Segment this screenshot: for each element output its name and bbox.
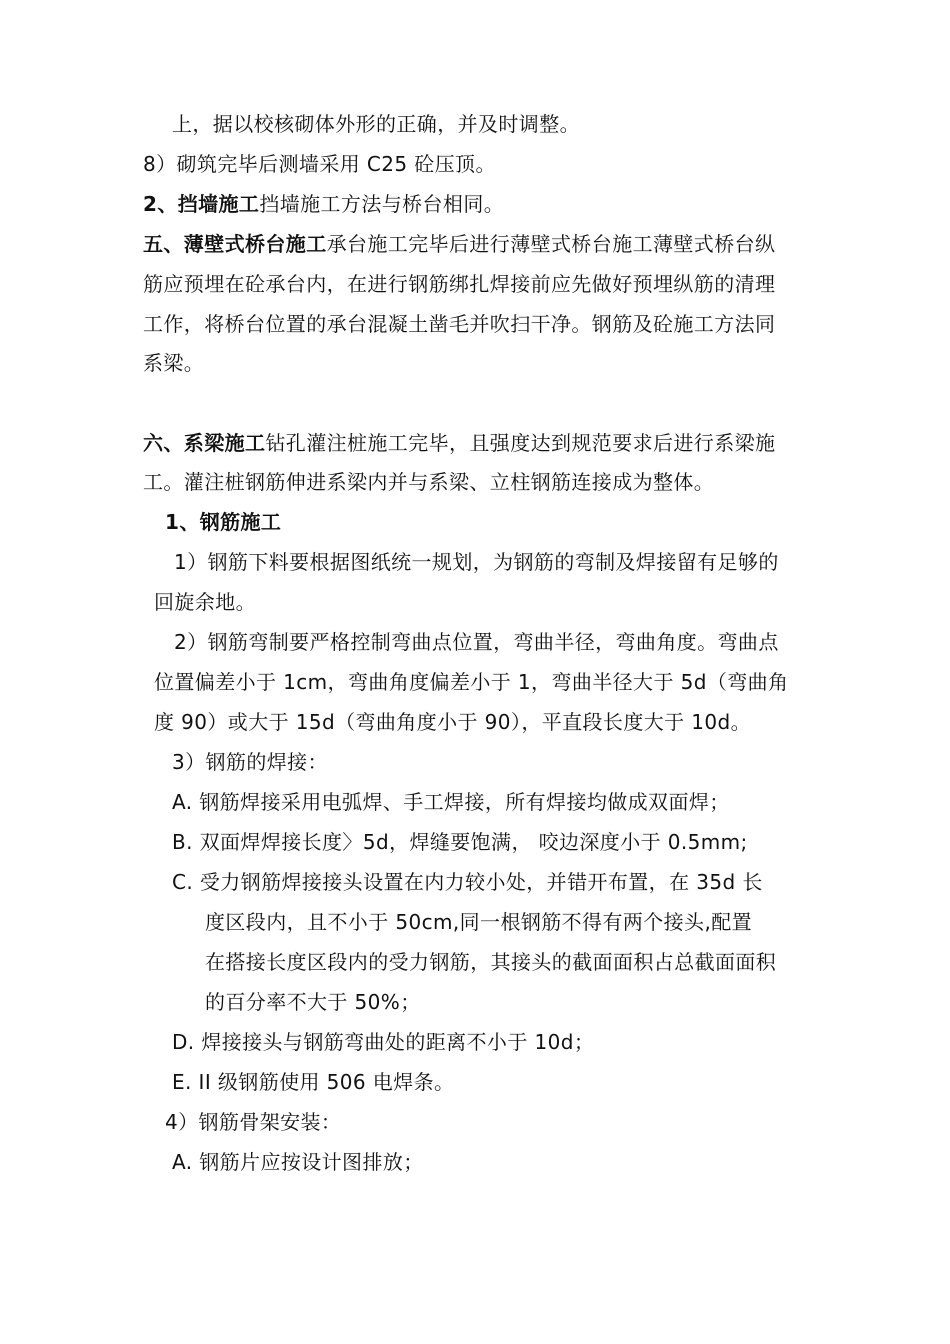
section-heading: 2、挡墙施工 (143, 192, 260, 216)
text-line: 位置偏差小于 1cm，弯曲角度偏差小于 1，弯曲半径大于 5d（弯曲角 (154, 670, 789, 694)
text-line: 上，据以校核砌体外形的正确，并及时调整。 (172, 112, 580, 136)
list-item: C. 受力钢筋焊接接头设置在内力较小处，并错开布置，在 35d 长 (172, 870, 763, 894)
text-line: 4）钢筋骨架安装： (165, 1110, 342, 1134)
text-line: 系梁。 (143, 351, 205, 375)
section-heading: 五、薄壁式桥台施工 (143, 232, 327, 256)
text-run: 钻孔灌注桩施工完毕，且强度达到规范要求后进行系梁施 (265, 431, 776, 455)
text-run: 承台施工完毕后进行薄壁式桥台施工薄壁式桥台纵 (326, 232, 776, 256)
paragraph-thin-wall-abutment (143, 231, 775, 257)
text-line: 在搭接长度区段内的受力钢筋，其接头的截面面积占总截面面积 (205, 950, 777, 974)
text-line: 工作，将桥台位置的承台混凝土凿毛并吹扫干净。钢筋及砼施工方法同 (143, 312, 776, 336)
text-line: 回旋余地。 (154, 590, 256, 614)
text-line: 工。灌注桩钢筋伸进系梁内并与系梁、立柱钢筋连接成为整体。 (143, 470, 715, 494)
text-line: 8）砌筑完毕后测墙采用 C25 砼压顶。 (143, 152, 496, 176)
list-item: B. 双面焊焊接长度〉5d，焊缝要饱满， 咬边深度小于 0.5mm; (172, 830, 748, 854)
text-line: 1）钢筋下料要根据图纸统一规划，为钢筋的弯制及焊接留有足够的 (174, 550, 779, 574)
paragraph-tie-beam (143, 430, 775, 456)
text-line: 的百分率不大于 50%； (205, 990, 421, 1014)
text-line: 2）钢筋弯制要严格控制弯曲点位置，弯曲半径，弯曲角度。弯曲点 (174, 630, 779, 654)
paragraph-retaining-wall (143, 191, 504, 217)
text-run: 挡墙施工方法与桥台相同。 (259, 192, 505, 216)
text-line: 度区段内，且不小于 50cm,同一根钢筋不得有两个接头,配置 (205, 910, 752, 934)
list-item: D. 焊接接头与钢筋弯曲处的距离不小于 10d； (172, 1030, 595, 1054)
text-line: 筋应预埋在砼承台内，在进行钢筋绑扎焊接前应先做好预埋纵筋的清理 (143, 272, 776, 296)
list-item: A. 钢筋片应按设计图排放； (172, 1150, 424, 1174)
list-item: E. II 级钢筋使用 506 电焊条。 (172, 1070, 455, 1094)
text-line: 3）钢筋的焊接： (172, 750, 328, 774)
list-item: A. 钢筋焊接采用电弧焊、手工焊接，所有焊接均做成双面焊； (172, 790, 730, 814)
subsection-heading: 1、钢筋施工 (165, 510, 282, 534)
text-line: 度 90）或大于 15d（弯曲角度小于 90），平直段长度大于 10d。 (154, 710, 752, 734)
section-heading: 六、系梁施工 (143, 431, 266, 455)
